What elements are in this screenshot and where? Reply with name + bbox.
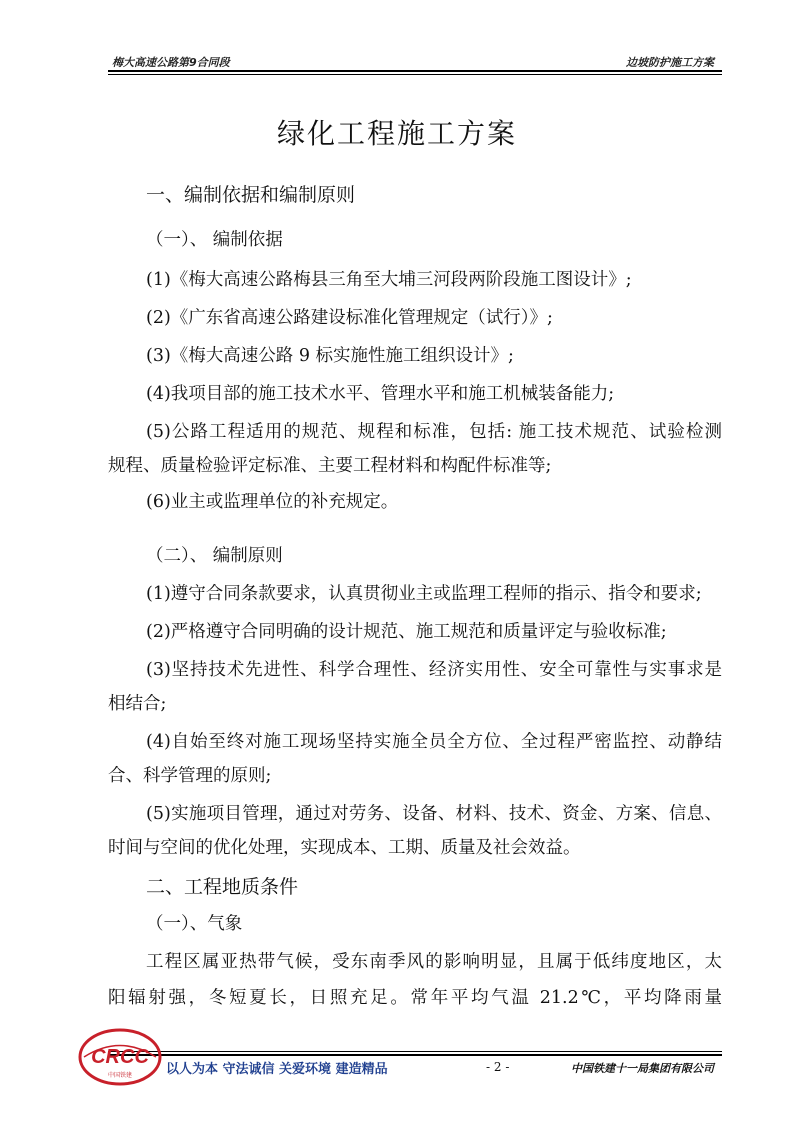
subsection-heading: （一）、 编制依据 — [146, 230, 283, 250]
footer-rule — [108, 1051, 722, 1052]
paragraph-line: (2)《广东省高速公路建设标准化管理规定（试行）》; — [146, 308, 553, 328]
document-title: 绿化工程施工方案 — [276, 117, 517, 150]
footer-rule-thick — [108, 1054, 722, 1056]
paragraph-line: (3)《梅大高速公路 9 标实施性施工组织设计》; — [146, 346, 514, 366]
header-rule-thin — [108, 74, 722, 75]
paragraph-line: (1)《梅大高速公路梅县三角至大埔三河段两阶段施工图设计》; — [146, 270, 632, 290]
header-project-name: 梅大高速公路第9合同段 — [112, 56, 230, 69]
logo-subtext: 中国铁建 — [107, 1072, 133, 1079]
paragraph-line: 阳辐射强，冬短夏长，日照充足。常年平均气温 21.2℃，平均降雨量 — [108, 988, 722, 1008]
paragraph-line: 合、科学管理的原则; — [108, 766, 272, 786]
section-heading-1: 一、编制依据和编制原则 — [146, 184, 356, 206]
paragraph-line: (2)严格遵守合同明确的设计规范、施工规范和质量评定与验收标准; — [146, 622, 667, 642]
paragraph-line: (4)自始至终对施工现场坚持实施全员全方位、全过程严密监控、动静结 — [146, 732, 722, 752]
logo-text: CRCC — [91, 1046, 149, 1068]
paragraph-line: (6)业主或监理单位的补充规定。 — [146, 492, 399, 512]
paragraph-line: 规程、质量检验评定标准、主要工程材料和构配件标准等; — [108, 456, 552, 476]
paragraph-line: (4)我项目部的施工技术水平、管理水平和施工机械装备能力; — [146, 384, 615, 404]
subsection-heading: （二）、 编制原则 — [146, 546, 283, 566]
paragraph-line: 相结合; — [108, 694, 167, 714]
paragraph-line: 时间与空间的优化处理，实现成本、工期、质量及社会效益。 — [108, 838, 581, 858]
page-number: - 2 - — [486, 1060, 510, 1074]
paragraph-line: 工程区属亚热带气候，受东南季风的影响明显，且属于低纬度地区，太 — [146, 952, 722, 972]
paragraph-line: (5)公路工程适用的规范、规程和标准，包括: 施工技术规范、试验检测 — [146, 422, 722, 442]
header-rule — [108, 70, 722, 72]
paragraph-line: (1)遵守合同条款要求，认真贯彻业主或监理工程师的指示、指令和要求; — [146, 584, 702, 604]
footer-slogan: 以人为本 守法诚信 关爱环境 建造精品 — [166, 1062, 388, 1077]
header-document-name: 边坡防护施工方案 — [626, 56, 714, 69]
crcc-logo — [76, 1026, 164, 1088]
footer-company: 中国铁建十一局集团有限公司 — [571, 1062, 714, 1075]
section-heading-2: 二、工程地质条件 — [146, 876, 299, 898]
paragraph-line: (3)坚持技术先进性、科学合理性、经济实用性、安全可靠性与实事求是 — [146, 660, 722, 680]
subsection-heading: （一）、气象 — [146, 914, 243, 934]
paragraph-line: (5)实施项目管理，通过对劳务、设备、材料、技术、资金、方案、信息、 — [146, 804, 722, 824]
